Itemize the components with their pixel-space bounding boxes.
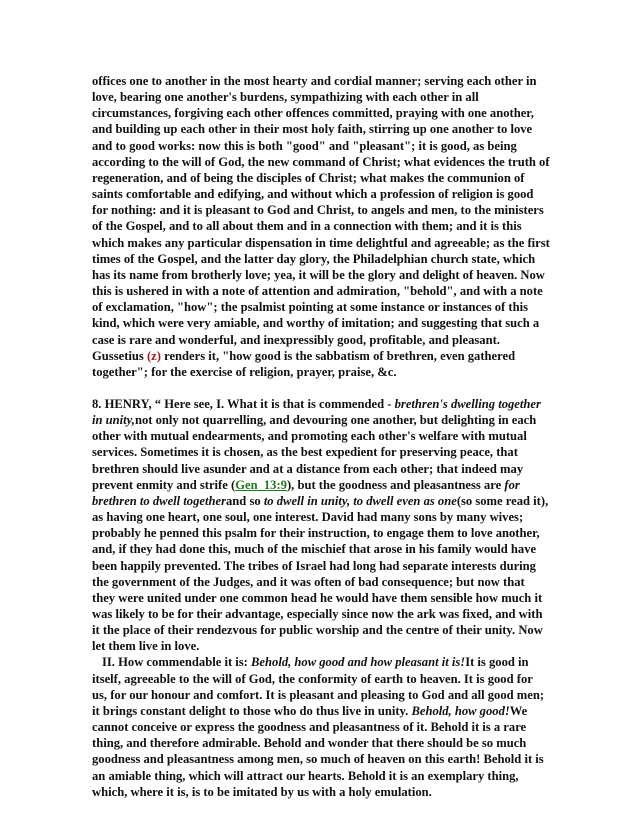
text: II. How commendable it is: bbox=[102, 655, 252, 670]
text: renders it, "how good is the sabbatism of brethren, even gathered together"; for the exercise of religion, prayer, praise, &c. bbox=[92, 348, 516, 379]
text: We cannot conceive or express the goodness and pleasantness of it. Behold it is a rare thing, and therefore admirable. Behold and wonder that there should be so much goodness and pleasantness among men, so much of heaven on this earth! Behold it is an amiable thing, which will attract our hearts. Behold it is an exemplary thing, which, where it is, is to be imitated by us with a holy emulation. bbox=[92, 703, 544, 799]
emphasis: Behold, how good! bbox=[411, 703, 510, 718]
text: offices one to another in the most hearty and cordial manner; serving each other in love, bearing one another's burdens, sympathizing with each other in all circumstances, forgiving each other offences committed, praying with one another, and building up each other in their most holy faith, stirring up one another to love and to good works: now this is both "good" and "pleasant"; it is good, as being according to the will of God, the new command of Christ; what evidences the truth of regeneration, and of being the disciples of Christ; what makes the communion of saints comfortable and edifying, and without which a profession of religion is good for nothing: and it is pleasant to God and Christ, to angels and men, to the ministers of the Gospel, and to all about them and in a connection with them; and it is this which makes any particular dispensation in time delightful and agreeable; as the first times of the Gospel, and the latter day glory, the Philadelphian church state, which has its name from brotherly love; yea, it will be the glory and delight of heaven. Now this is ushered in with a note of attention and admiration, "behold", and with a note of exclamation, "how"; the psalmist pointing at some instance or instances of this kind, which were very amiable, and worthy of imitation; and suggesting that such a case is rare and wonderful, and inexpressibly good, profitable, and pleasant. Gussetius bbox=[92, 74, 550, 363]
emphasis: to dwell in unity, to dwell even as one bbox=[263, 493, 457, 508]
text: It is good in itself, agreeable to the will of God, the conformity of earth to heaven. It is good for us, for our honour and comfort. It is pleasant and pleasing to God and all good men; it brings constant delight to those who do thus live in unity. bbox=[92, 655, 545, 718]
paragraph-henry-2 bbox=[92, 654, 550, 799]
text: 8. HENRY, “ Here see, I. What it is that is commended - bbox=[92, 396, 395, 411]
paragraph-gill bbox=[92, 73, 550, 380]
text: (so some read it), as having one heart, one soul, one interest. David had many sons by many wives; probably he penned this psalm for their instruction, to engage them to love another, and, if they had done this, much of the mischief that arose in his family would have been happily prevented. The tribes of Israel had long had separate interests during the government of the Judges, and it was often of bad consequence; but now that they were united under one common head he would have them sensible how much it was likely to be for their advantage, especially since now the ark was fixed, and with it the place of their rendezvous for public worship and the centre of their unity. Now let them live in love. bbox=[92, 493, 549, 654]
scripture-link[interactable]: Gen_13:9 bbox=[235, 477, 287, 492]
paragraph-henry bbox=[92, 396, 550, 655]
text: ), but the goodness and pleasantness are bbox=[286, 477, 505, 492]
emphasis: Behold, how good and how pleasant it is! bbox=[251, 655, 466, 670]
document-page bbox=[92, 73, 550, 800]
text: and so bbox=[226, 493, 264, 508]
emphasis: for brethren to dwell together bbox=[92, 477, 520, 508]
text: not only not quarrelling, and devouring one another, but delighting in each other with mutual endearments, and promoting each other's welfare with mutual services. Sometimes it is chosen, as the best expedient for preserving peace, that brethren should live asunder and at a distance from each other; that indeed may prevent enmity and strife ( bbox=[92, 413, 537, 492]
footnote-ref[interactable]: (z) bbox=[146, 348, 161, 363]
emphasis: brethren's dwelling together in unity, bbox=[92, 396, 541, 428]
